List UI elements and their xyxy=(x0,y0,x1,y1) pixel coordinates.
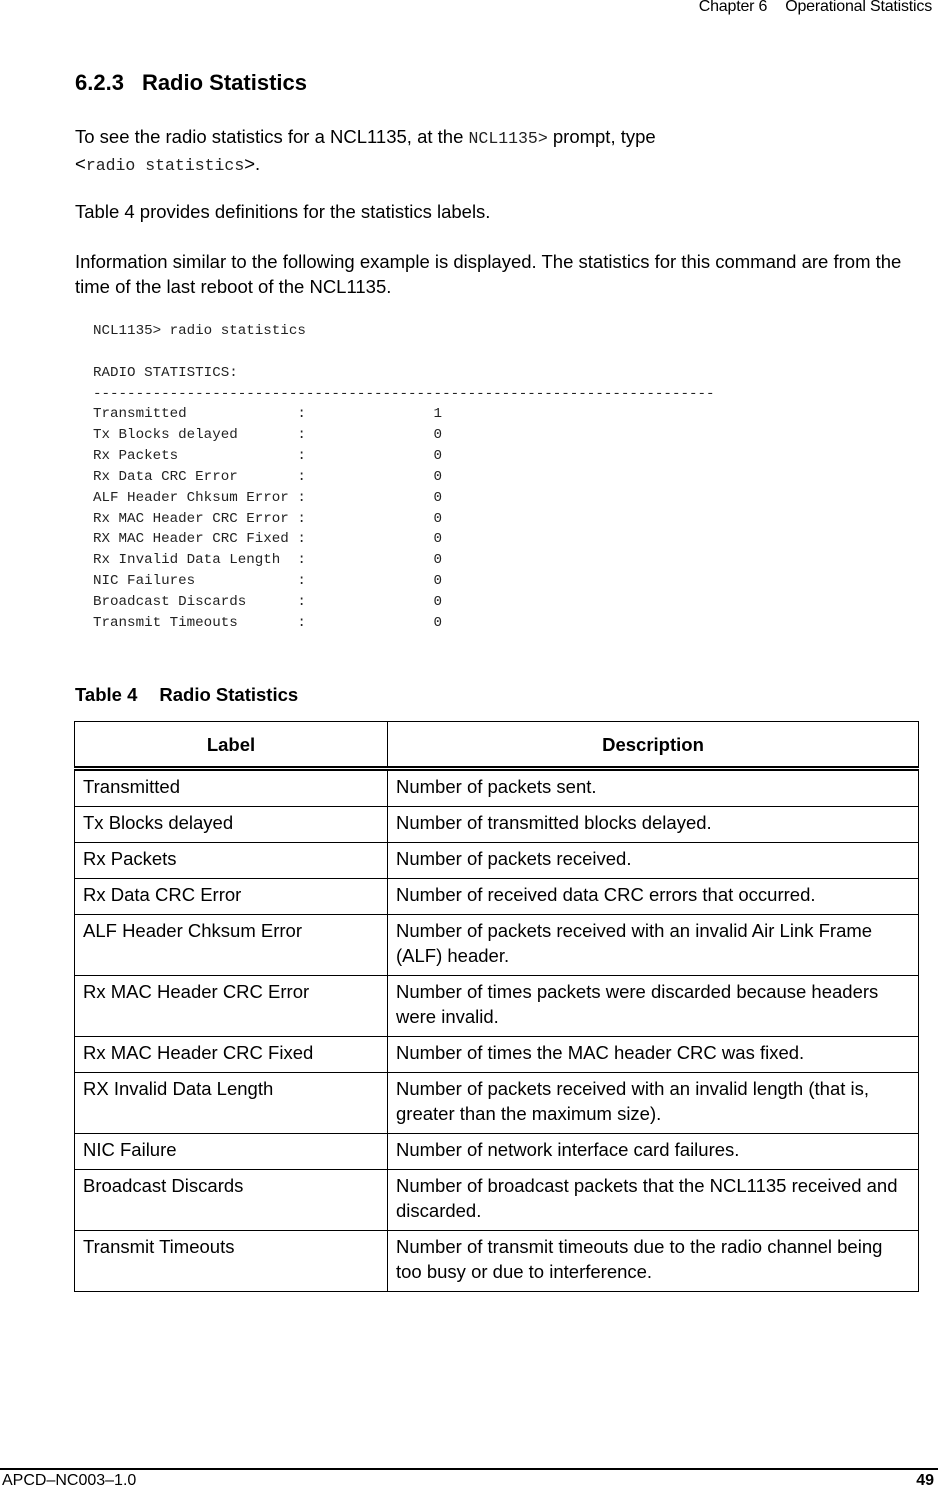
info-paragraph: Information similar to the following example is displayed. The statistics for this command are from the time of the last reboot of the NCL1135. xyxy=(75,251,902,297)
footer-divider xyxy=(0,1468,938,1470)
table-ref-text: provides definitions for the statistics labels. xyxy=(134,201,491,222)
table-row xyxy=(75,843,919,879)
table-row xyxy=(75,1231,919,1292)
row-description: Number of times the MAC header CRC was fixed. xyxy=(388,1037,919,1073)
table-title: Radio Statistics xyxy=(159,684,299,705)
running-header xyxy=(699,0,932,16)
console-output: NCL1135> radio statistics RADIO STATISTICS: ------------------------------------------------------------------------- Transmitted : 1 Tx Blocks delayed : 0 Rx Packets : 0 Rx Data CRC Error : 0 ALF Header Chksum Error : 0 Rx MAC Header CRC Error : 0 RX MAC Header CRC Fixed : 0 Rx Invalid Data Length : 0 NIC Failures : 0 Broadcast Discards : 0 Transmit Timeouts : 0 xyxy=(93,323,715,631)
row-label: Rx MAC Header CRC Error xyxy=(75,976,388,1037)
row-label: Transmitted xyxy=(75,769,388,807)
intro-text-a: To see the radio statistics for a NCL1135, at the xyxy=(75,126,469,147)
section-number: 6.2.3 xyxy=(75,70,124,95)
row-label: ALF Header Chksum Error xyxy=(75,915,388,976)
section-heading xyxy=(75,70,307,96)
table-row xyxy=(75,879,919,915)
document-id: APCD–NC003–1.0 xyxy=(2,1472,137,1489)
row-description: Number of packets sent. xyxy=(388,769,919,807)
row-description: Number of packets received with an invalid Air Link Frame (ALF) header. xyxy=(388,915,919,976)
table-row xyxy=(75,1170,919,1231)
table-number: Table 4 xyxy=(75,684,138,705)
row-label: RX Invalid Data Length xyxy=(75,1073,388,1134)
table-row xyxy=(75,915,919,976)
chapter-number: Chapter 6 xyxy=(698,0,768,15)
intro-paragraph xyxy=(75,124,930,178)
row-description: Number of network interface card failures. xyxy=(388,1134,919,1170)
row-description: Number of broadcast packets that the NCL1135 received and discarded. xyxy=(388,1170,919,1231)
row-label: Broadcast Discards xyxy=(75,1170,388,1231)
table-header-row xyxy=(75,722,919,769)
row-label: Rx MAC Header CRC Fixed xyxy=(75,1037,388,1073)
label-column-header: Label xyxy=(75,722,388,769)
row-label: NIC Failure xyxy=(75,1134,388,1170)
row-label: Rx Packets xyxy=(75,843,388,879)
row-label: Rx Data CRC Error xyxy=(75,879,388,915)
row-label: Tx Blocks delayed xyxy=(75,807,388,843)
radio-statistics-table xyxy=(74,721,919,1292)
cmd-close-bracket: >. xyxy=(244,153,261,174)
table-ref-paragraph xyxy=(75,199,930,224)
cmd-open-bracket: < xyxy=(75,153,86,174)
row-description: Number of times packets were discarded because headers were invalid. xyxy=(388,976,919,1037)
prompt-code: NCL1135> xyxy=(468,129,548,148)
table-cross-reference: Table 4 xyxy=(75,201,135,222)
table-row xyxy=(75,1037,919,1073)
row-description: Number of packets received with an invalid length (that is, greater than the maximum size). xyxy=(388,1073,919,1134)
row-description: Number of transmit timeouts due to the radio channel being too busy or due to interference. xyxy=(388,1231,919,1292)
chapter-title: Operational Statistics xyxy=(785,0,932,15)
intro-text-b: prompt, type xyxy=(547,126,656,147)
description-column-header: Description xyxy=(388,722,919,769)
table-row xyxy=(75,1134,919,1170)
row-description: Number of received data CRC errors that occurred. xyxy=(388,879,919,915)
table-row xyxy=(75,769,919,807)
section-title: Radio Statistics xyxy=(141,70,307,95)
row-label: Transmit Timeouts xyxy=(75,1231,388,1292)
row-description: Number of packets received. xyxy=(388,843,919,879)
table-row xyxy=(75,976,919,1037)
table-row xyxy=(75,1073,919,1134)
command-code: radio statistics xyxy=(85,156,245,175)
table-row xyxy=(75,807,919,843)
row-description: Number of transmitted blocks delayed. xyxy=(388,807,919,843)
table-caption xyxy=(75,684,298,706)
page-number: 49 xyxy=(916,1472,934,1489)
